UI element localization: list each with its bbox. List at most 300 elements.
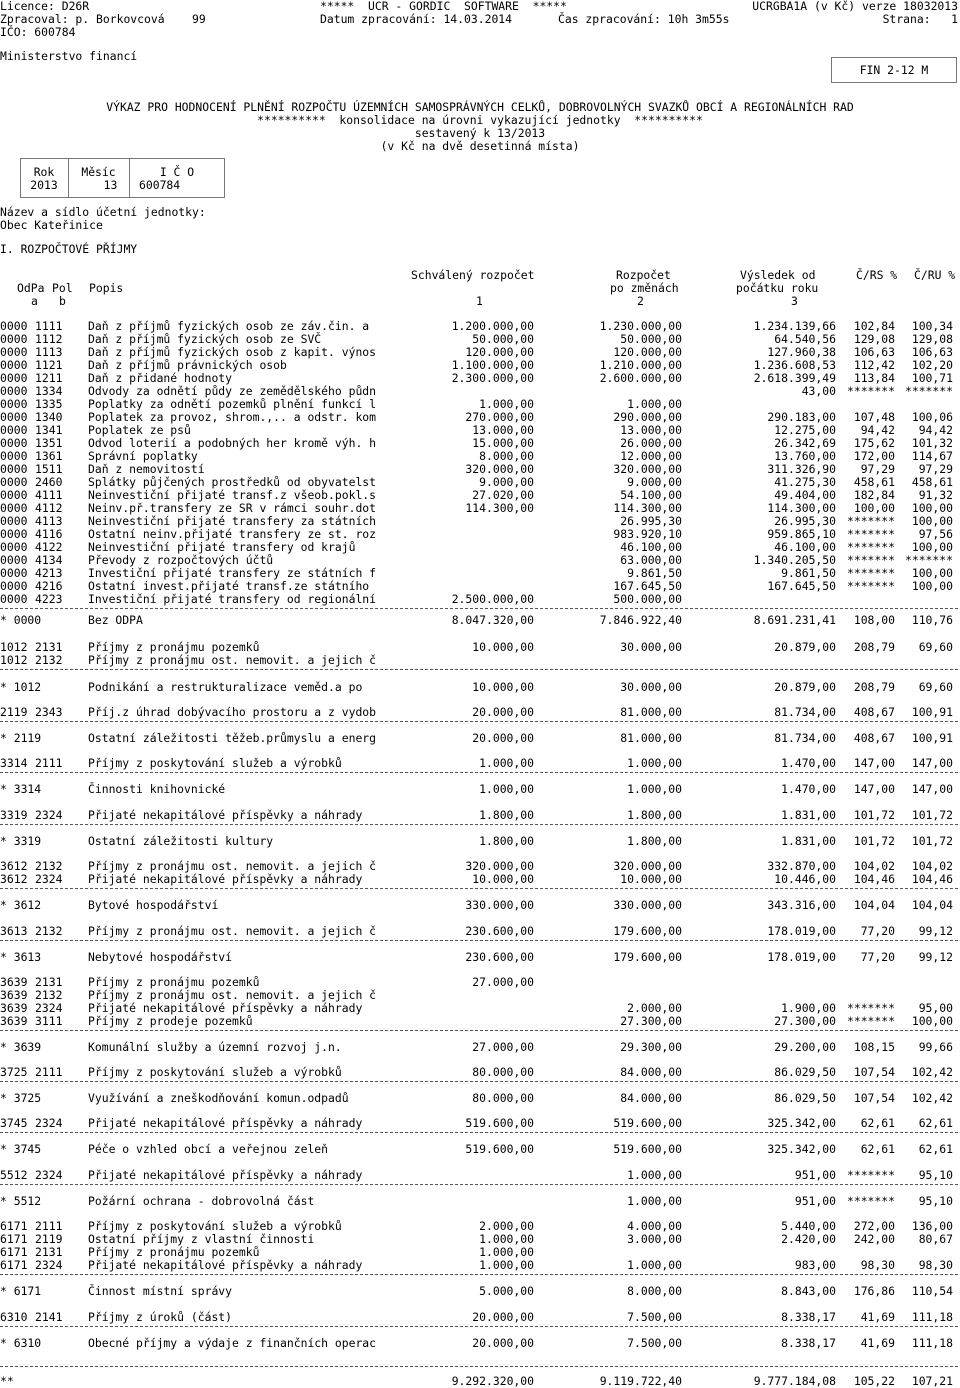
section-title: I. ROZPOČTOVÉ PŘÍJMY [0, 242, 138, 256]
row-pol: 4223 [35, 592, 63, 606]
row-odpa: 3639 [0, 975, 28, 989]
row-cru: 100,06 [911, 410, 953, 424]
row-popis: Příjmy z poskytování služeb a výrobků [88, 1065, 342, 1079]
row-crs: 242,00 [853, 1232, 895, 1246]
row-schvaleny: 2.500.000,00 [451, 592, 534, 606]
subtotal-row [0, 783, 960, 796]
row-pol: 2324 [35, 1001, 63, 1015]
row-vysledek: 41.275,30 [774, 475, 836, 489]
subtotal-row [0, 951, 960, 964]
row-popis: Komunální služby a územní rozvoj j.n. [88, 1040, 342, 1054]
row-vysledek: 9.777.184,08 [753, 1374, 836, 1388]
row-vysledek: 8.338,17 [781, 1336, 836, 1350]
dashed-separator [0, 1366, 958, 1367]
row-rozpocet: 81.000,00 [620, 705, 682, 719]
row-schvaleny: 20.000,00 [472, 1310, 534, 1324]
row-rozpocet: 519.600,00 [613, 1116, 682, 1130]
row-pol: 4116 [35, 527, 63, 541]
row-popis: Poplatek za provoz, shrom.,.. a odstr. kom [88, 410, 377, 424]
row-vysledek: 8.338,17 [781, 1310, 836, 1324]
row-crs: 104,04 [853, 898, 895, 912]
row-crs: 175,62 [853, 436, 895, 450]
row-schvaleny: 1.800,00 [479, 808, 534, 822]
row-pol: 3111 [35, 1014, 63, 1028]
row-rozpocet: 84.000,00 [620, 1065, 682, 1079]
row-crs: 129,08 [853, 332, 895, 346]
col-popis: Popis [89, 281, 124, 295]
row-crs: 147,00 [853, 756, 895, 770]
subtotal-label: * 6310 [0, 1336, 42, 1350]
table-row [0, 1169, 960, 1182]
row-popis: Správní poplatky [88, 449, 198, 463]
row-popis: Péče o vzhled obcí a veřejnou zeleň [88, 1142, 329, 1156]
row-odpa: 0000 [0, 566, 28, 580]
col-po-zmenach: po změnách [610, 281, 679, 295]
row-pol: 2131 [35, 640, 63, 654]
row-crs: 107,48 [853, 410, 895, 424]
row-popis: Příjmy z pronájmu pozemků [88, 1245, 260, 1259]
row-crs: 208,79 [853, 680, 895, 694]
row-pol: 2460 [35, 475, 63, 489]
row-odpa: 2119 [0, 705, 28, 719]
dashed-separator [0, 1081, 958, 1082]
row-rozpocet: 120.000,00 [613, 345, 682, 359]
row-rozpocet: 30.000,00 [620, 640, 682, 654]
row-crs: 102,84 [853, 319, 895, 333]
row-cru: 62,61 [918, 1142, 953, 1156]
mesic-label: Měsíc [81, 165, 116, 179]
row-rozpocet: 179.600,00 [613, 924, 682, 938]
row-rozpocet: 1.000,00 [627, 397, 682, 411]
row-cru: 129,08 [911, 332, 953, 346]
row-rozpocet: 114.300,00 [613, 501, 682, 515]
row-odpa: 0000 [0, 449, 28, 463]
row-schvaleny: 9.292.320,00 [451, 1374, 534, 1388]
row-schvaleny: 1.000,00 [479, 397, 534, 411]
col-2: 2 [637, 294, 644, 308]
row-crs: ******* [846, 1014, 895, 1028]
row-cru: 100,00 [911, 579, 953, 593]
row-popis: Přijaté nekapitálové příspěvky a náhrady [88, 1258, 363, 1272]
row-odpa: 6171 [0, 1245, 28, 1259]
row-crs: ******* [846, 579, 895, 593]
row-schvaleny: 1.000,00 [479, 1258, 534, 1272]
row-rozpocet: 1.230.000,00 [599, 319, 682, 333]
row-vysledek: 46.100,00 [774, 540, 836, 554]
row-odpa: 0000 [0, 332, 28, 346]
row-odpa: 3639 [0, 988, 28, 1002]
row-cru: 100,00 [911, 514, 953, 528]
row-rozpocet: 9.861,50 [627, 566, 682, 580]
table-row [0, 593, 960, 606]
row-cru: 111,18 [911, 1310, 953, 1324]
row-schvaleny: 5.000,00 [479, 1284, 534, 1298]
row-pol: 2111 [35, 1065, 63, 1079]
row-crs: 458,61 [853, 475, 895, 489]
row-pol: 2111 [35, 1219, 63, 1233]
row-rozpocet: 167.645,50 [613, 579, 682, 593]
row-vysledek: 959.865,10 [767, 527, 836, 541]
row-schvaleny: 10.000,00 [472, 680, 534, 694]
row-odpa: 6171 [0, 1219, 28, 1233]
row-schvaleny: 15.000,00 [472, 436, 534, 450]
row-vysledek: 8.691.231,41 [753, 613, 836, 627]
row-odpa: 0000 [0, 358, 28, 372]
row-popis: Ostatní neinv.přijaté transfery ze st. roz [88, 527, 377, 541]
row-cru: 62,61 [918, 1116, 953, 1130]
row-schvaleny: 1.000,00 [479, 1245, 534, 1259]
subtotal-row [0, 732, 960, 745]
subtotal-row [0, 1375, 960, 1388]
ico-value: 600784 [139, 178, 181, 192]
row-vysledek: 1.234.139,66 [753, 319, 836, 333]
col-vysledek: Výsledek od [740, 268, 816, 282]
row-pol: 2141 [35, 1310, 63, 1324]
row-rozpocet: 2.000,00 [627, 1001, 682, 1015]
row-popis: Poplatky za odnětí pozemků plnění funkcí l [88, 397, 377, 411]
row-crs: ******* [846, 540, 895, 554]
row-vysledek: 325.342,00 [767, 1142, 836, 1156]
row-schvaleny: 80.000,00 [472, 1091, 534, 1105]
processing-date: Datum zpracování: 14.03.2014 [320, 12, 513, 26]
row-schvaleny: 27.000,00 [472, 975, 534, 989]
row-pol: 1334 [35, 384, 63, 398]
row-popis: Přijaté nekapitálové příspěvky a náhrady [88, 808, 363, 822]
row-crs: 108,00 [853, 613, 895, 627]
row-popis: Bytové hospodářství [88, 898, 219, 912]
row-vysledek: 27.300,00 [774, 1014, 836, 1028]
row-crs: ******* [846, 1001, 895, 1015]
subtotal-label: * 3319 [0, 834, 42, 848]
row-crs: 272,00 [853, 1219, 895, 1233]
row-popis: Činnosti knihovnické [88, 782, 226, 796]
row-vysledek: 12.275,00 [774, 423, 836, 437]
row-vysledek: 127.960,38 [767, 345, 836, 359]
row-pol: 1511 [35, 462, 63, 476]
row-pol: 1211 [35, 371, 63, 385]
row-pol: 4112 [35, 501, 63, 515]
row-pol: 2132 [35, 988, 63, 1002]
row-schvaleny: 270.000,00 [465, 410, 534, 424]
row-cru: 100,00 [911, 566, 953, 580]
col-schvaleny: Schválený rozpočet [411, 268, 535, 282]
row-odpa: 3319 [0, 808, 28, 822]
row-odpa: 0000 [0, 501, 28, 515]
row-crs: 176,86 [853, 1284, 895, 1298]
row-crs: 208,79 [853, 640, 895, 654]
row-odpa: 6171 [0, 1258, 28, 1272]
dashed-separator [0, 1184, 958, 1185]
row-crs: 172,00 [853, 449, 895, 463]
row-pol: 2132 [35, 924, 63, 938]
row-cru: 80,67 [918, 1232, 953, 1246]
table-row [0, 706, 960, 719]
table-row [0, 1311, 960, 1324]
row-vysledek: 114.300,00 [767, 501, 836, 515]
col-3: 3 [791, 294, 798, 308]
row-cru: 95,00 [918, 1001, 953, 1015]
row-odpa: 0000 [0, 345, 28, 359]
subtotal-row [0, 1285, 960, 1298]
row-cru: 69,60 [918, 640, 953, 654]
row-odpa: 0000 [0, 514, 28, 528]
row-vysledek: 167.645,50 [767, 579, 836, 593]
row-schvaleny: 1.000,00 [479, 782, 534, 796]
row-pol: 2131 [35, 1245, 63, 1259]
row-schvaleny: 519.600,00 [465, 1116, 534, 1130]
subtotal-label: * 3725 [0, 1091, 42, 1105]
row-popis: Příjmy z poskytování služeb a výrobků [88, 756, 342, 770]
row-cru: 101,32 [911, 436, 953, 450]
row-pol: 4216 [35, 579, 63, 593]
row-cru: 147,00 [911, 756, 953, 770]
row-cru: 136,00 [911, 1219, 953, 1233]
row-schvaleny: 1.100.000,00 [451, 358, 534, 372]
row-crs: 77,20 [860, 950, 895, 964]
subtotal-row [0, 1195, 960, 1208]
row-popis: Přijaté nekapitálové příspěvky a náhrady [88, 1168, 363, 1182]
row-vysledek: 26.342,69 [774, 436, 836, 450]
report-period: sestavený k 13/2013 [414, 126, 546, 140]
row-cru: 99,66 [918, 1040, 953, 1054]
row-pol: 1112 [35, 332, 63, 346]
row-rozpocet: 27.300,00 [620, 1014, 682, 1028]
row-rozpocet: 7.500,00 [627, 1336, 682, 1350]
row-cru: 101,72 [911, 834, 953, 848]
row-pol: 2324 [35, 808, 63, 822]
row-odpa: 5512 [0, 1168, 28, 1182]
row-popis: Poplatek ze psů [88, 423, 191, 437]
row-vysledek: 8.843,00 [781, 1284, 836, 1298]
row-pol: 4111 [35, 488, 63, 502]
row-rozpocet: 320.000,00 [613, 462, 682, 476]
row-odpa: 1012 [0, 640, 28, 654]
ico-label: I Č O [159, 165, 195, 179]
row-vysledek: 1.470,00 [781, 756, 836, 770]
row-pol: 1111 [35, 319, 63, 333]
col-a: a [31, 294, 38, 308]
row-rozpocet: 1.000,00 [627, 1258, 682, 1272]
row-schvaleny: 2.300.000,00 [451, 371, 534, 385]
row-vysledek: 1.236.608,53 [753, 358, 836, 372]
row-popis: Ostatní záležitosti těžeb.průmyslu a energ [88, 731, 377, 745]
row-cru: 100,00 [911, 540, 953, 554]
row-vysledek: 951,00 [794, 1194, 836, 1208]
row-crs: 62,61 [860, 1142, 895, 1156]
row-crs: 108,15 [853, 1040, 895, 1054]
row-crs: ******* [846, 384, 895, 398]
subtotal-label: * 3639 [0, 1040, 42, 1054]
dashed-separator [0, 772, 958, 773]
row-vysledek: 10.446,00 [774, 872, 836, 886]
row-odpa: 0000 [0, 384, 28, 398]
row-vysledek: 5.440,00 [781, 1219, 836, 1233]
processed-by: Zpracoval: p. Borkovcová 99 [0, 12, 206, 26]
row-schvaleny: 230.600,00 [465, 924, 534, 938]
row-odpa: 3639 [0, 1014, 28, 1028]
row-crs: ******* [846, 527, 895, 541]
row-vysledek: 81.734,00 [774, 705, 836, 719]
row-popis: Přijaté nekapitálové příspěvky a náhrady [88, 872, 363, 886]
row-cru: 111,18 [911, 1336, 953, 1350]
row-cru: 110,76 [911, 613, 953, 627]
row-odpa: 3639 [0, 1001, 28, 1015]
subtotal-row [0, 614, 960, 627]
row-rozpocet: 983.920,10 [613, 527, 682, 541]
row-cru: 102,42 [911, 1065, 953, 1079]
row-popis: Obecné příjmy a výdaje z finančních operac [88, 1336, 377, 1350]
row-odpa: 3612 [0, 872, 28, 886]
row-rozpocet: 12.000,00 [620, 449, 682, 463]
row-popis: Příjmy z pronájmu ost. nemovit. a jejich č [88, 924, 377, 938]
row-popis: Daň z příjmů fyzických osob z kapit. výnos [88, 345, 377, 359]
row-pol: 2324 [35, 1116, 63, 1130]
col-pol: Pol [52, 281, 73, 295]
row-vysledek: 178.019,00 [767, 924, 836, 938]
col-b: b [59, 294, 66, 308]
unit-name: Obec Kateřinice [0, 218, 103, 232]
row-vysledek: 43,00 [801, 384, 836, 398]
row-pol: 4122 [35, 540, 63, 554]
row-vysledek: 9.861,50 [781, 566, 836, 580]
row-cru: 91,32 [918, 488, 953, 502]
row-popis: Příjmy z pronájmu ost. nemovit. a jejich č [88, 653, 377, 667]
row-pol: 2324 [35, 872, 63, 886]
row-pol: 4213 [35, 566, 63, 580]
row-vysledek: 81.734,00 [774, 731, 836, 745]
row-odpa: 0000 [0, 592, 28, 606]
row-vysledek: 86.029,50 [774, 1065, 836, 1079]
row-schvaleny: 20.000,00 [472, 1336, 534, 1350]
software-banner: ***** UCR - GORDIC SOFTWARE ***** [320, 0, 567, 13]
row-schvaleny: 1.000,00 [479, 756, 534, 770]
row-rozpocet: 2.600.000,00 [599, 371, 682, 385]
row-rozpocet: 1.210.000,00 [599, 358, 682, 372]
row-vysledek: 29.200,00 [774, 1040, 836, 1054]
row-odpa: 0000 [0, 436, 28, 450]
row-popis: Příjmy z pronájmu pozemků [88, 640, 260, 654]
row-rozpocet: 9.000,00 [627, 475, 682, 489]
report-units: (v Kč na dvě desetinná místa) [380, 139, 580, 153]
row-cru: 102,42 [911, 1091, 953, 1105]
row-odpa: 6171 [0, 1232, 28, 1246]
row-popis: Převody z rozpočtových účtů [88, 553, 274, 567]
row-vysledek: 26.995,30 [774, 514, 836, 528]
row-pol: 2132 [35, 859, 63, 873]
row-vysledek: 178.019,00 [767, 950, 836, 964]
row-cru: 104,46 [911, 872, 953, 886]
row-schvaleny: 230.600,00 [465, 950, 534, 964]
row-popis: Příj.z úhrad dobývacího prostoru a z vydob [88, 705, 377, 719]
subtotal-label: * 3745 [0, 1142, 42, 1156]
row-odpa: 3745 [0, 1116, 28, 1130]
row-rozpocet: 50.000,00 [620, 332, 682, 346]
col-crs: Č/RS % [856, 268, 898, 282]
row-rozpocet: 84.000,00 [620, 1091, 682, 1105]
row-odpa: 0000 [0, 397, 28, 411]
row-rozpocet: 10.000,00 [620, 872, 682, 886]
row-rozpocet: 290.000,00 [613, 410, 682, 424]
row-vysledek: 983,00 [794, 1258, 836, 1272]
row-vysledek: 1.831,00 [781, 834, 836, 848]
row-crs: 77,20 [860, 924, 895, 938]
row-rozpocet: 29.300,00 [620, 1040, 682, 1054]
dashed-separator [0, 1274, 958, 1275]
subtotal-label: * 3314 [0, 782, 42, 796]
subtotal-row [0, 1092, 960, 1105]
row-schvaleny: 8.047.320,00 [451, 613, 534, 627]
row-rozpocet: 1.800,00 [627, 808, 682, 822]
dashed-separator [0, 888, 958, 889]
row-popis: Přijaté nekapitálové příspěvky a náhrady [88, 1116, 363, 1130]
row-vysledek: 290.183,00 [767, 410, 836, 424]
row-schvaleny: 50.000,00 [472, 332, 534, 346]
row-crs: ******* [846, 1194, 895, 1208]
subtotal-row [0, 1041, 960, 1054]
row-popis: Příjmy z pronájmu ost. nemovit. a jejich č [88, 859, 377, 873]
row-vysledek: 1.340.205,50 [753, 553, 836, 567]
row-popis: Investiční přijaté transfery od regionální [88, 592, 377, 606]
row-rozpocet: 3.000,00 [627, 1232, 682, 1246]
row-crs: 113,84 [853, 371, 895, 385]
row-odpa: 0000 [0, 540, 28, 554]
row-rozpocet: 1.000,00 [627, 782, 682, 796]
col-cru: Č/RU % [914, 268, 956, 282]
row-popis: Neinvestiční přijaté transfery za státních [88, 514, 377, 528]
row-popis: Daň z nemovitostí [88, 462, 205, 476]
subtotal-label: ** [0, 1374, 14, 1388]
row-odpa: 1012 [0, 653, 28, 667]
row-cru: 114,67 [911, 449, 953, 463]
row-vysledek: 86.029,50 [774, 1091, 836, 1105]
row-pol: 2111 [35, 756, 63, 770]
row-cru: 97,29 [918, 462, 953, 476]
row-crs: 100,00 [853, 501, 895, 515]
row-vysledek: 1.900,00 [781, 1001, 836, 1015]
row-popis: Odvod loterií a podobných her kromě výh. h [88, 436, 377, 450]
row-popis: Využívání a zneškodňování komun.odpadů [88, 1091, 349, 1105]
row-rozpocet: 1.000,00 [627, 1168, 682, 1182]
table-row [0, 873, 960, 886]
row-cru: 102,20 [911, 358, 953, 372]
row-rozpocet: 46.100,00 [620, 540, 682, 554]
row-crs: 98,30 [860, 1258, 895, 1272]
row-rozpocet: 13.000,00 [620, 423, 682, 437]
table-row [0, 1117, 960, 1130]
table-row [0, 809, 960, 822]
row-crs: 41,69 [860, 1310, 895, 1324]
row-schvaleny: 20.000,00 [472, 731, 534, 745]
table-row [0, 757, 960, 770]
row-crs: ******* [846, 514, 895, 528]
row-rozpocet: 1.800,00 [627, 834, 682, 848]
row-schvaleny: 320.000,00 [465, 859, 534, 873]
subtotal-label: * 0000 [0, 613, 42, 627]
row-popis: Investiční přijaté transfery ze státních f [88, 566, 377, 580]
row-pol: 4113 [35, 514, 63, 528]
row-pol: 1351 [35, 436, 63, 450]
row-crs: 41,69 [860, 1336, 895, 1350]
subtotal-label: * 3612 [0, 898, 42, 912]
row-popis: Ostatní příjmy z vlastní činnosti [88, 1232, 315, 1246]
row-rozpocet: 179.600,00 [613, 950, 682, 964]
row-pol: 2131 [35, 975, 63, 989]
subtotal-row [0, 1143, 960, 1156]
table-row [0, 654, 960, 667]
row-crs: 104,02 [853, 859, 895, 873]
subtotal-label: * 2119 [0, 731, 42, 745]
row-crs: 147,00 [853, 782, 895, 796]
